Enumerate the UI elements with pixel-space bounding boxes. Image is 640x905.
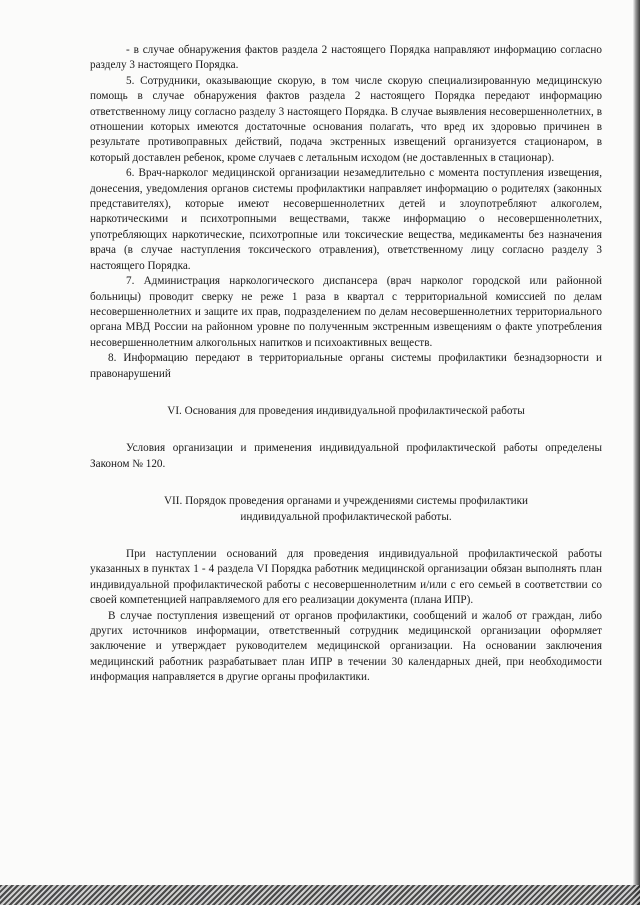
paragraph-vi: Условия организации и применения индивидуальной профилактической работы определены Законом № 120. — [90, 442, 602, 470]
spacer — [90, 472, 602, 494]
paragraph-6: 6. Врач-нарколог медицинской организации незамедлительно с момента поступления извещения, донесения, уведомления органов системы профилактики направляет информацию о родителях (законных представителях), которые имеют несовершеннолетних детей и злоупотребляют алкоголем, наркотическими и психотропными веществами, также информацию о несовершеннолетних, употребляющих наркотические, психотропные или токсические вещества, медикаменты без назначения врача (в случае наступления токсического отравления), ответственному лицу согласно разделу 3 настоящего Порядка. — [90, 167, 602, 272]
document-body — [90, 43, 602, 686]
paragraph-8: 8. Информацию передают в территориальные органы системы профилактики безнадзорности и правонарушений — [90, 352, 602, 380]
section-vi-heading: VI. Основания для проведения индивидуальной профилактической работы — [167, 404, 525, 417]
spacer — [90, 382, 602, 404]
section-vii-heading-line2: индивидуальной профилактической работы. — [240, 510, 452, 523]
paragraph-5: 5. Сотрудники, оказывающие скорую, в том числе скорую специализированную медицинскую помощь в случае обнаружения фактов раздела 2 настоящего Порядка передают информацию ответственному лицу согласно разделу 3 настоящего Порядка. В случае выявления несовершеннолетних, в отношении которых имеются достаточные основания полагать, что вред их здоровью причинен в результате противоправных действий, подача экстренных извещений организуется стационаром, в который доставлен ребенок, кроме случаев с летальным исходом (не доставленных в стационар). — [90, 74, 602, 164]
scan-bottom-edge — [0, 885, 640, 905]
paragraph-intro: - в случае обнаружения фактов раздела 2 настоящего Порядка направляют информацию согласно разделу 3 настоящего Порядка. — [90, 44, 602, 72]
spacer — [90, 419, 602, 441]
paragraph-vii-2: В случае поступления извещений от органов профилактики, сообщений и жалоб от граждан, либо других источников информации, ответственный сотрудник медицинской организации оформляет заключение и утверждает руководителем медицинской организации. На основании заключения медицинский работник разрабатывает план ИПР в течении 30 календарных дней, при необходимости информация направляется в другие органы профилактики. — [90, 609, 602, 684]
paragraph-vii-1: При наступлении оснований для проведения индивидуальной профилактической работы указанных в пунктах 1 - 4 раздела VI Порядка работник медицинской организации обязан выполнять план индивидуальной профилактической работы с несовершеннолетним и/или с его семьей в соответствии со своей компетенцией направляемого для его реализации документа (плана ИПР). — [90, 547, 602, 607]
paragraph-7: 7. Администрация наркологического диспансера (врач нарколог городской или районной больницы) проводит сверку не реже 1 раза в квартал с территориальной комиссией по делам несовершеннолетних и защите их прав, подразделением по делам несовершеннолетних территориального органа МВД России на районном уровне по полученным экстренным извещениям о факте употребления несовершеннолетним алкогольных напитков и психоактивных веществ. — [90, 275, 602, 349]
spacer — [90, 525, 602, 547]
scan-right-edge — [633, 0, 640, 905]
section-vii-heading-line1: VII. Порядок проведения органами и учреждениями системы профилактики — [163, 495, 529, 508]
